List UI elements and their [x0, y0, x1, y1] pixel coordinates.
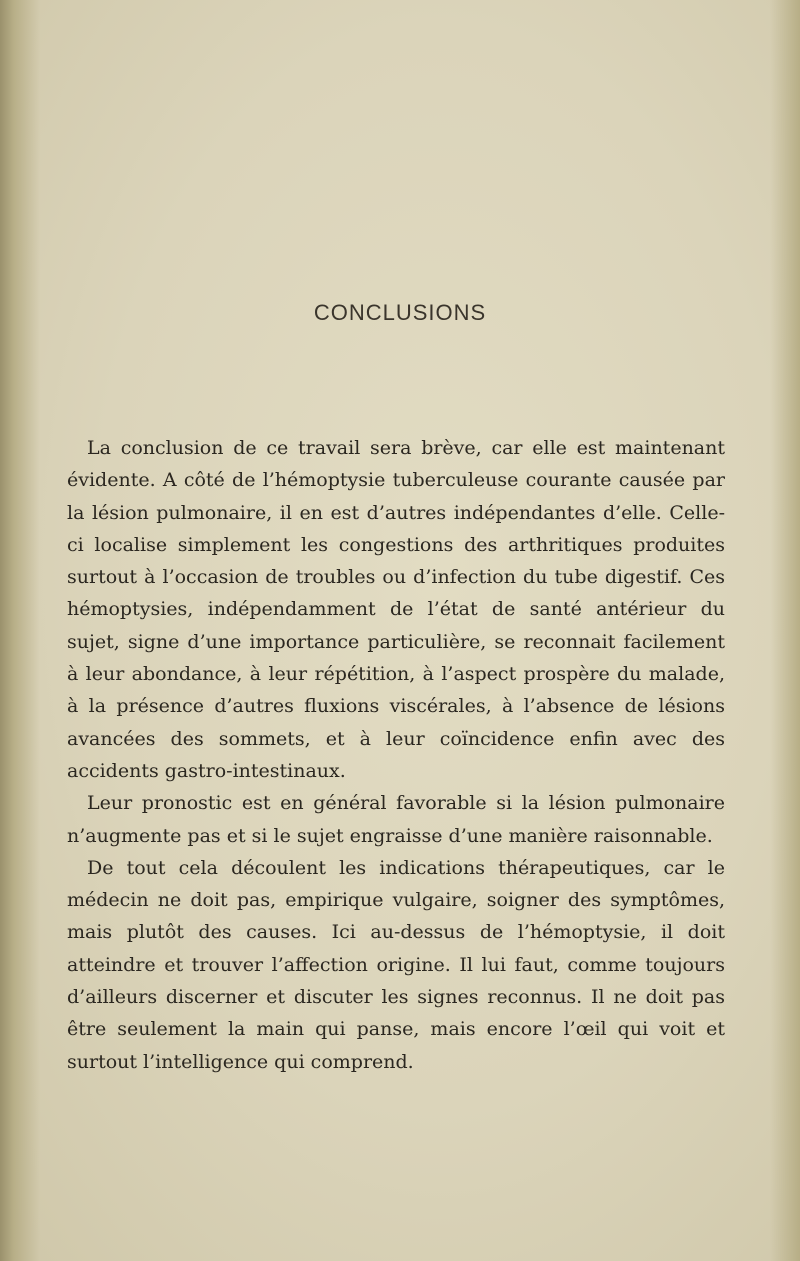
paragraph-2: Leur pronostic est en général favorable si la lésion pulmonaire n’augmente pas et si le sujet engraisse d’une manière raisonnable.: [67, 792, 725, 847]
section-heading: CONCLUSIONS: [313, 300, 487, 325]
page-edge-shadow-right: [770, 0, 800, 1261]
body-text: [67, 432, 725, 1078]
paragraph-1: La conclusion de ce travail sera brève, car elle est maintenant évidente. A côté de l’hémoptysie tuberculeuse courante causée par la lésion pulmonaire, il en est d’autres indépendantes d’elle. Celle-ci localise simplement les congestions des arthritiques produites surtout à l’occasion de troubles ou d’infection du tube digestif. Ces hémoptysies, indépendamment de l’état de santé antérieur du sujet, signe d’une importance particulière, se reconnait facilement à leur abondance, à leur répétition, à l’aspect prospère du malade, à la présence d’autres fluxions viscérales, à l’absence de lésions avancées des sommets, et à leur coïncidence enfin avec des accidents gastro-intestinaux.: [67, 437, 725, 782]
page-edge-shadow-left: [0, 0, 40, 1261]
paragraph-3: De tout cela découlent les indications thérapeutiques, car le médecin ne doit pas, empirique vulgaire, soigner des symptômes, mais plutôt des causes. Ici au-dessus de l’hémoptysie, il doit atteindre et trouver l’affection origine. Il lui faut, comme toujours d’ailleurs discerner et discuter les signes reconnus. Il ne doit pas être seulement la main qui panse, mais encore l’œil qui voit et surtout l’intelligence qui comprend.: [67, 856, 725, 1073]
